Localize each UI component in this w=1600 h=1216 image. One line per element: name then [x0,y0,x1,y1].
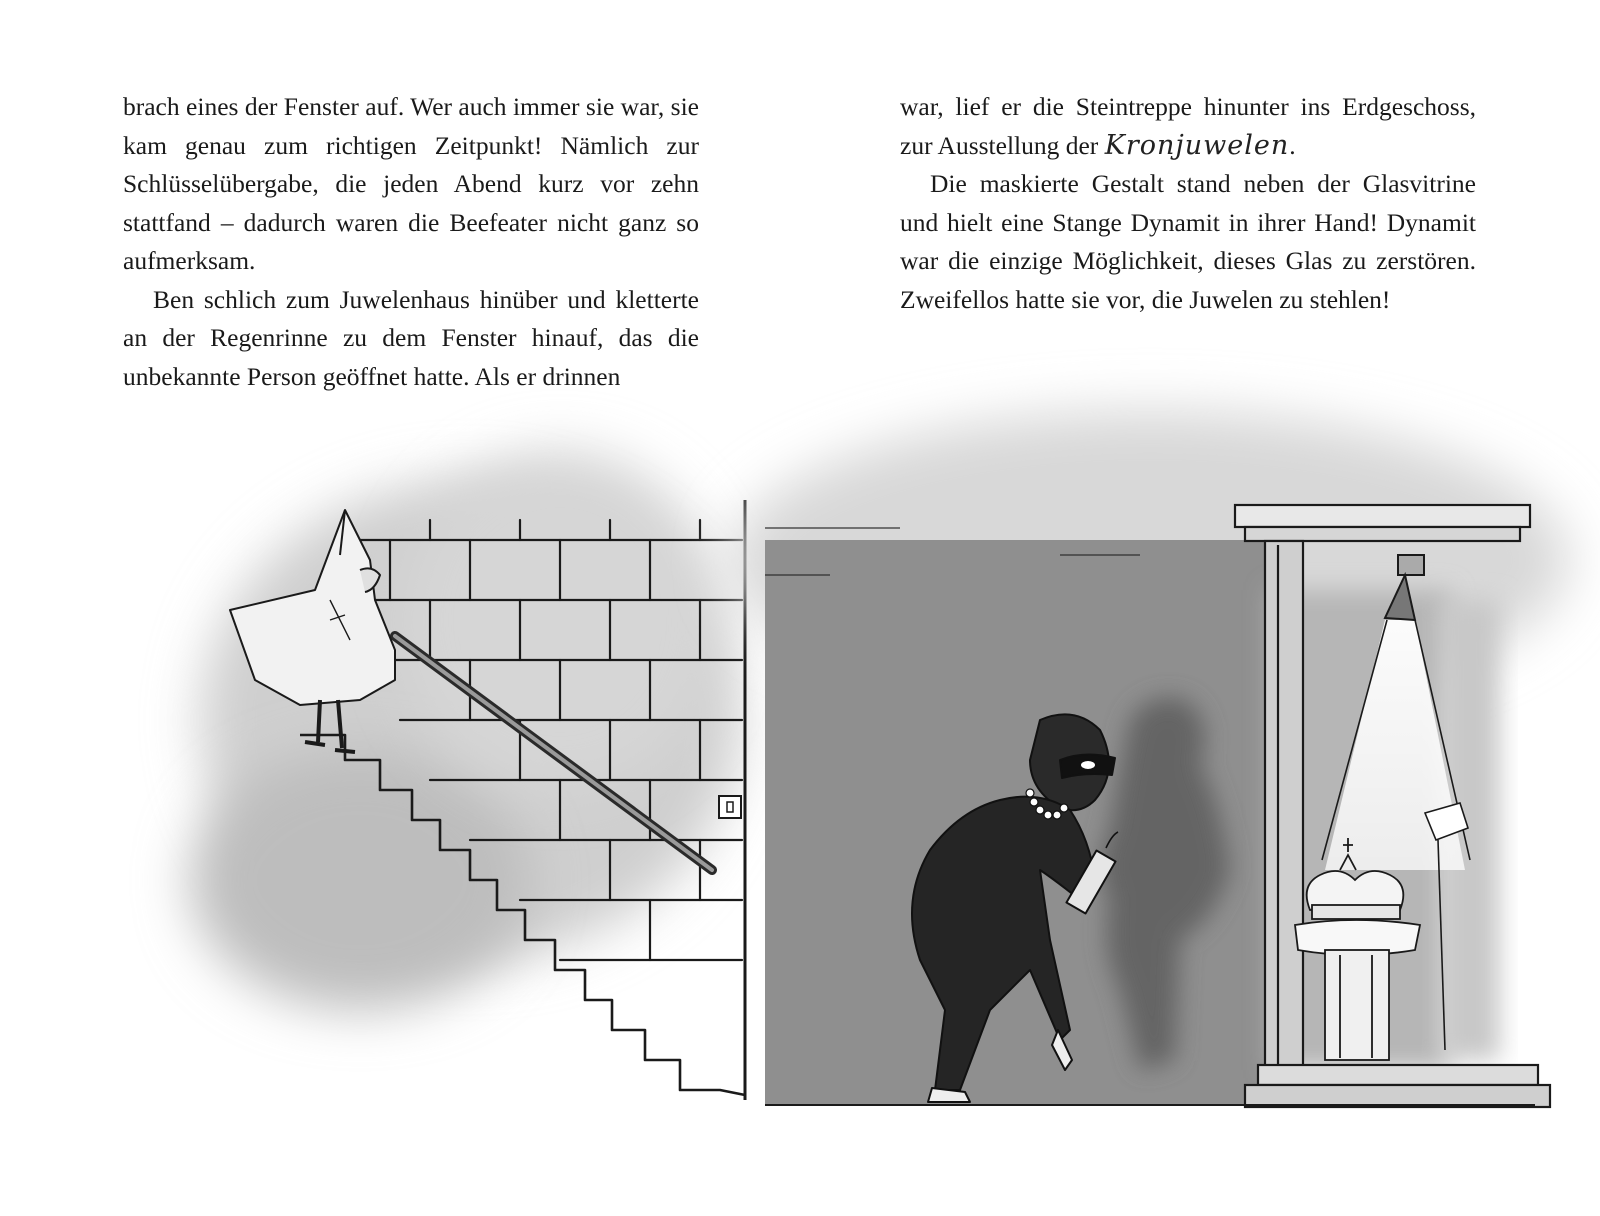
paragraph-text: . [1289,130,1296,160]
exhibition-room-scene [730,410,1570,1107]
paragraph: Die maskierte Gestalt stand neben der Glasvitrine und hielt eine Stange Dynamit in ihrer Hand! Dynamit war die einzige Möglichkeit, dieses Glas zu zerstören. Zweifellos hatte sie vor, die Juwelen zu stehlen! [900,169,1476,314]
paragraph: brach eines der Fenster auf. Wer auch immer sie war, sie kam genau zum richtigen Zeitpunkt! Nämlich zur Schlüsselübergabe, die jeden Abend kurz vor zehn stattfand – dadurch waren die Beefeater nicht ganz so aufmerksam. [123,92,699,275]
light-switch [719,796,741,818]
stairwell-scene [190,450,745,1100]
paragraph: Ben schlich zum Juwelenhaus hinüber und kletterte an der Regenrinne zu dem Fenster hinauf, das die unbekannte Person geöffnet hatte. Als er drinnen [123,284,699,391]
script-word-kronjuwelen: Kronjuwelen [1104,129,1290,161]
paragraph-text: war, lief er die Steintreppe hinunter ins Erdgeschoss, zur Ausstellung der [900,92,1476,160]
